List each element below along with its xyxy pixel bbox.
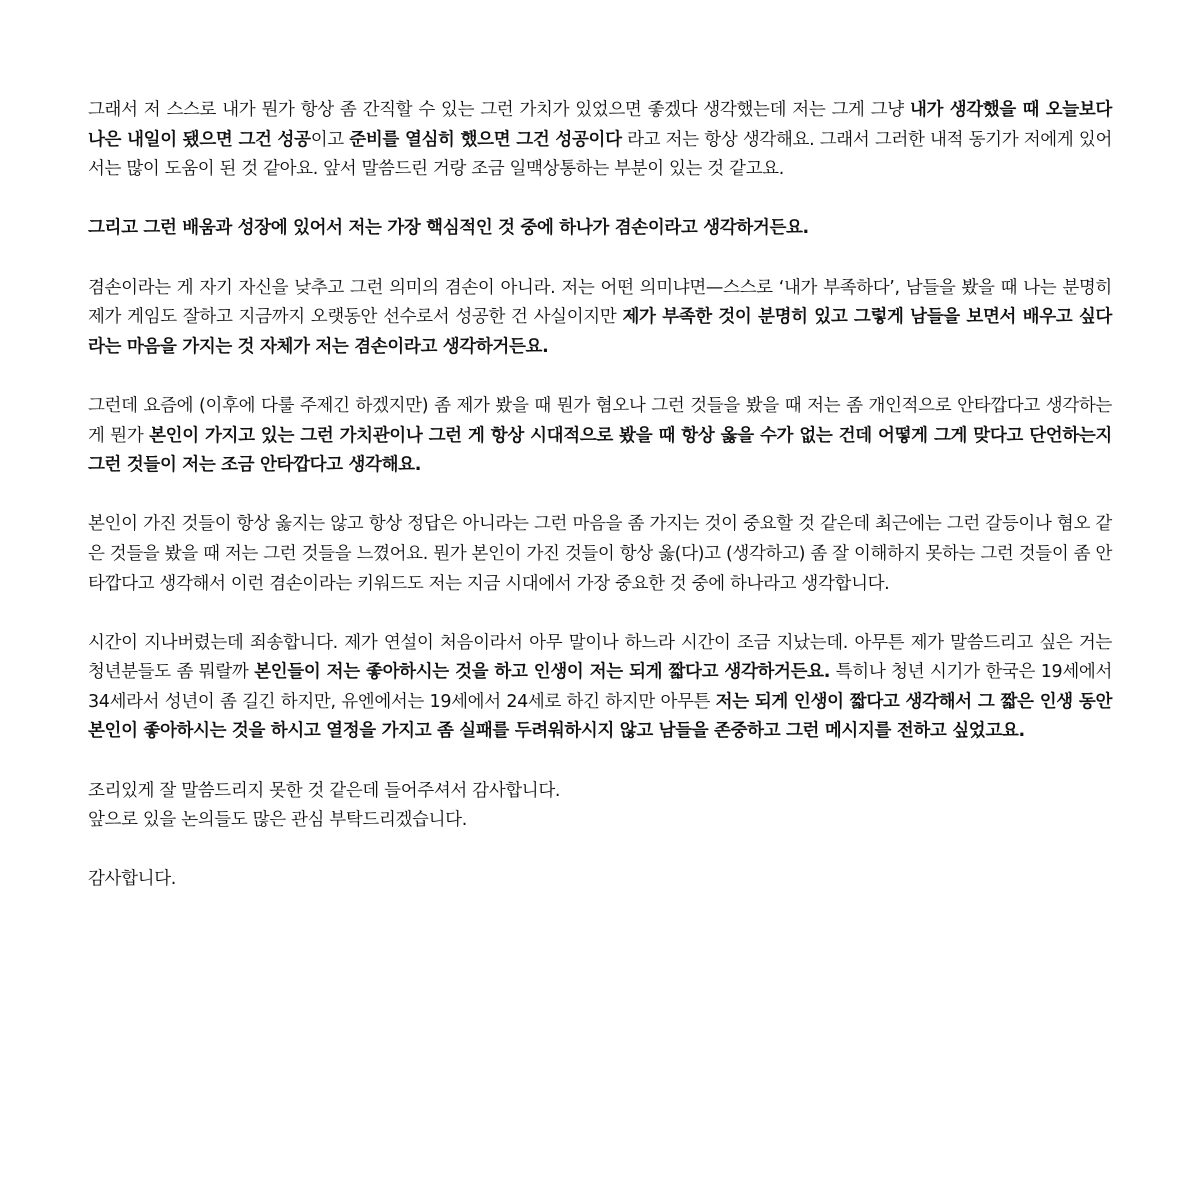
text-line: 조리있게 잘 말씀드리지 못한 것 같은데 들어주셔서 감사합니다. bbox=[88, 780, 561, 801]
paragraph-2 bbox=[88, 214, 1112, 244]
text-run: 라고 저는 항상 생각해요. 그래서 그러한 내적 동기가 저에게 있어서는 많이 도움이 된 것 같아요. 앞서 말씀드린 거랑 조금 일맥상통하는 부분이 있는 것 같고요. bbox=[88, 129, 1113, 180]
bold-text-run: 그리고 그런 배움과 성장에 있어서 저는 가장 핵심적인 것 중에 하나가 겸손이라고 생각하거든요. bbox=[88, 218, 809, 239]
paragraph-3 bbox=[88, 274, 1112, 363]
text-run: 감사합니다. bbox=[88, 869, 176, 890]
bold-text-run: 본인이 가지고 있는 그런 가치관이나 그런 게 항상 시대적으로 봤을 때 항상 옳을 수가 없는 건데 어떻게 그게 맞다고 단언하는지 그런 것들이 저는 조금 안타깝다고 생각해요. bbox=[88, 425, 1112, 476]
text-run: 그래서 저 스스로 내가 뭔가 항상 좀 간직할 수 있는 그런 가치가 있었으면 좋겠다 생각했는데 저는 그게 그냥 bbox=[88, 100, 910, 120]
paragraph-8 bbox=[88, 865, 1112, 895]
text-run: 본인이 가진 것들이 항상 옳지는 않고 항상 정답은 아니라는 그런 마음을 좀 가지는 것이 중요할 것 같은데 최근에는 그런 갈등이나 혐오 같은 것들을 봤을 때 저는 그런 것들을 느꼈어요. 뭔가 본인이 가진 것들이 항상 옳(다)고 (생각하고) 좀 잘 이해하지 못하는 그런 것들이 좀 안타깝다고 생각해서 이런 겸손이라는 키워드도 저는 지금 시대에서 가장 중요한 것 중에 하나라고 생각합니다. bbox=[88, 514, 1112, 594]
paragraph-4 bbox=[88, 392, 1112, 481]
paragraph-6 bbox=[88, 629, 1112, 747]
text-run: 특히나 청년 시기가 한국은 19세에서 34세라서 성년이 좀 길긴 하지만, 유엔에서는 19세에서 24세로 하긴 하지만 아무튼 bbox=[88, 662, 1112, 712]
text-run: 이고 bbox=[310, 129, 350, 150]
bold-text-run: 내가 생각했을 때 오늘보다 나은 내일이 됐으면 그건 성공 bbox=[88, 100, 1112, 150]
text-run: 시간이 지나버렸는데 죄송합니다. 제가 연설이 처음이라서 아무 말이나 하느라 시간이 조금 지났는데. 아무튼 제가 말씀드리고 싶은 거는 청년분들도 좀 뭐랄까 bbox=[88, 632, 1112, 683]
paragraph-5 bbox=[88, 510, 1112, 599]
paragraph-7 bbox=[88, 777, 1112, 836]
text-run: 그런데 요즘에 (이후에 다룰 주제긴 하겠지만) 좀 제가 봤을 때 뭔가 혐오나 그런 것들을 봤을 때 저는 좀 개인적으로 안타깝다고 생각하는 게 뭔가 bbox=[88, 395, 1112, 446]
bold-text-run: 저는 되게 인생이 짧다고 생각해서 그 짧은 인생 동안 본인이 좋아하시는 것을 하시고 열정을 가지고 좀 실패를 두려워하시지 않고 남들을 존중하고 그런 메시지를 전하고 싶었고요. bbox=[88, 691, 1112, 742]
bold-text-run: 제가 부족한 것이 분명히 있고 그렇게 남들을 보면서 배우고 싶다라는 마음을 가지는 것 자체가 저는 겸손이라고 생각하거든요. bbox=[88, 307, 1112, 357]
text-line: 앞으로 있을 논의들도 많은 관심 부탁드리겠습니다. bbox=[88, 810, 467, 831]
text-run: 겸손이라는 게 자기 자신을 낮추고 그런 의미의 겸손이 아니라. 저는 어떤 의미냐면—스스로 ‘내가 부족하다’, 남들을 봤을 때 나는 분명히 제가 게임도 잘하고 지금까지 오랫동안 선수로서 성공한 건 사실이지만 bbox=[88, 277, 1112, 328]
bold-text-run: 본인들이 저는 좋아하시는 것을 하고 인생이 저는 되게 짧다고 생각하거든요. bbox=[254, 662, 831, 683]
paragraph-1 bbox=[88, 96, 1112, 185]
bold-text-run: 준비를 열심히 했으면 그건 성공이다 bbox=[349, 129, 622, 150]
speech-transcript bbox=[88, 96, 1112, 895]
